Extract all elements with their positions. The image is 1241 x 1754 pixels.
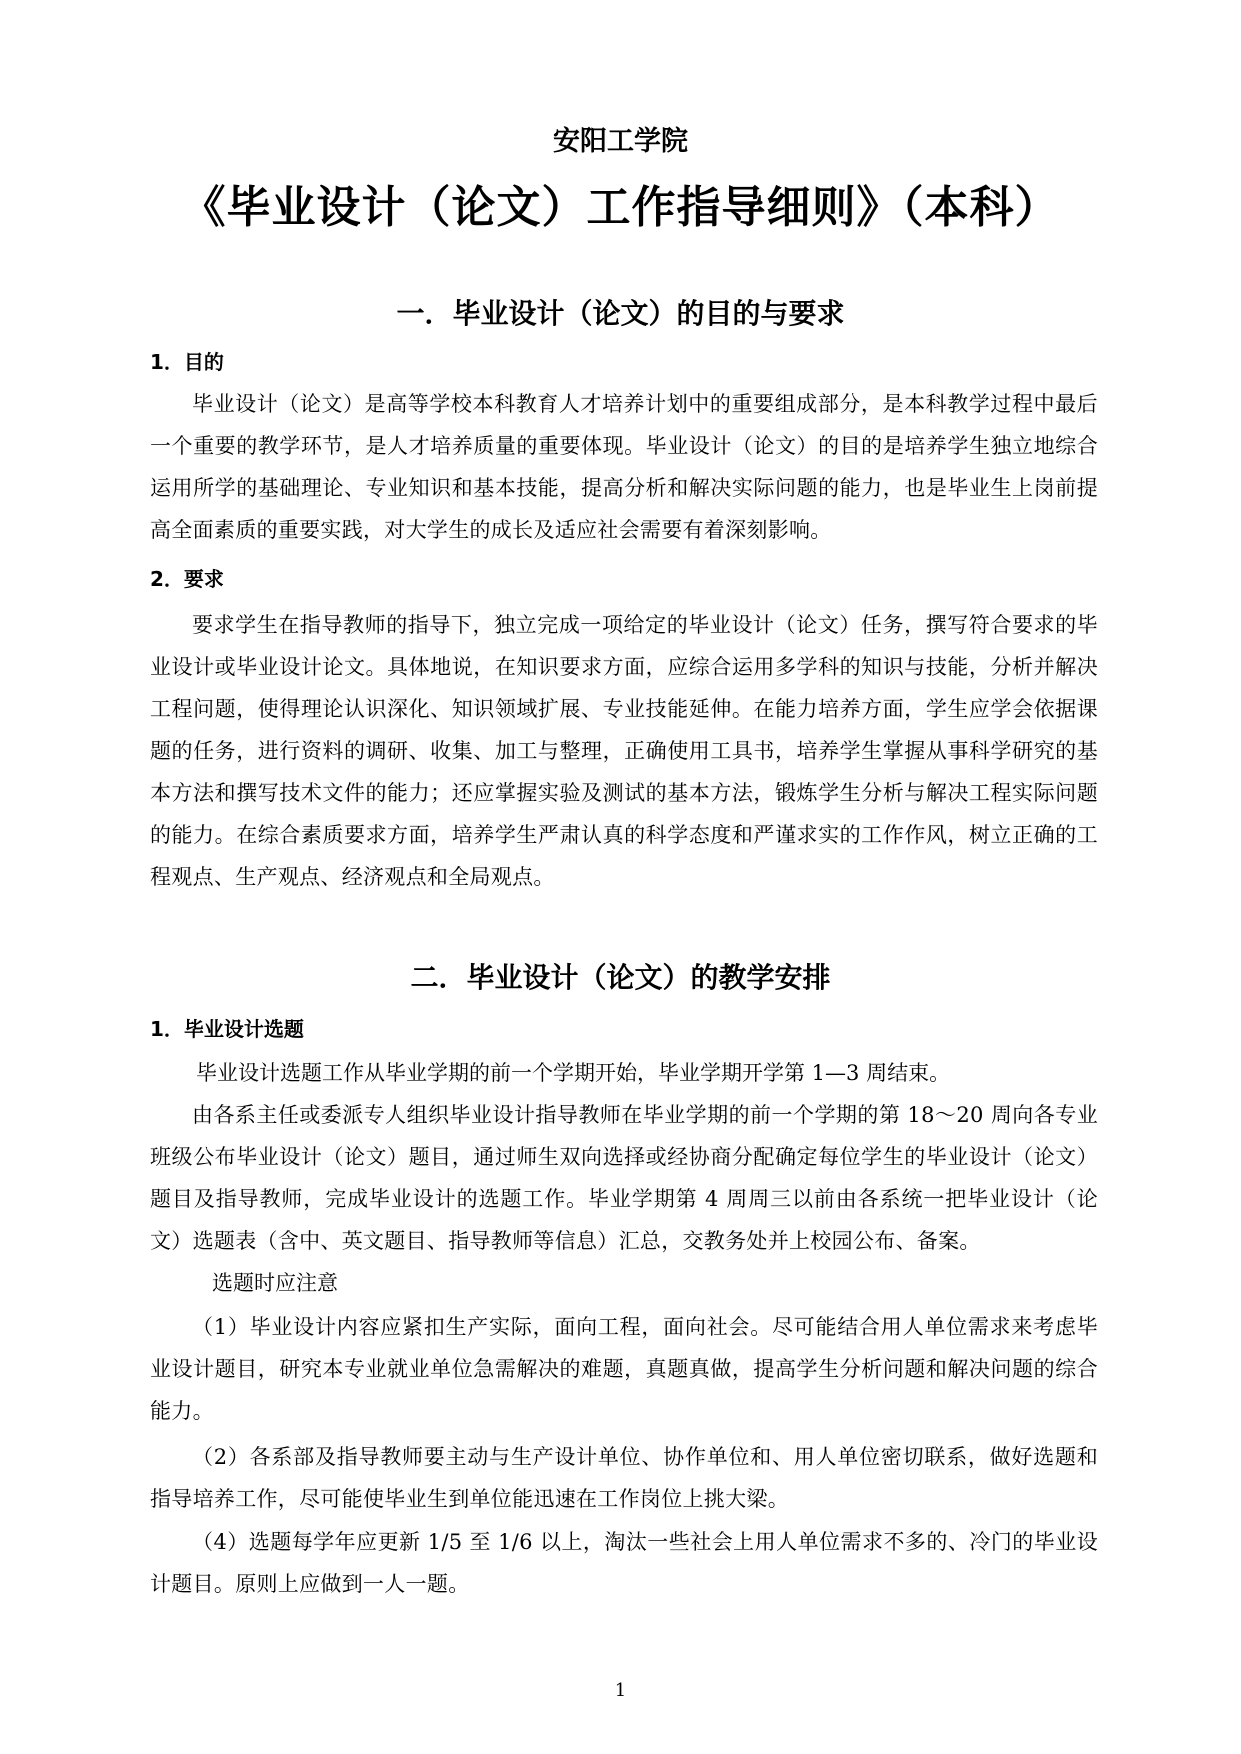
section-1-heading: 一．毕业设计（论文）的目的与要求 [396, 297, 845, 330]
page-number: 1 [614, 1680, 627, 1701]
document-title: 《毕业设计（论文）工作指导细则》（本科） [181, 182, 1060, 233]
section-2-heading: 二．毕业设计（论文）的教学安排 [410, 961, 831, 994]
section-1-item-2-title: 2．要求 [150, 567, 224, 591]
section-2-paragraph-6: （4）选题每学年应更新 1/5 至 1/6 以上，淘汰一些社会上用人单位需求不多的、冷门的毕业设计题目。原则上应做到一人一题。 [150, 1530, 1098, 1596]
section-2-paragraph-4: （1）毕业设计内容应紧扣生产实际，面向工程，面向社会。尽可能结合用人单位需求来考虑毕业设计题目，研究本专业就业单位急需解决的难题，真题真做，提高学生分析问题和解决问题的综合能力。 [150, 1315, 1098, 1423]
section-2-item-1-title: 1．毕业设计选题 [150, 1017, 304, 1041]
section-2-paragraph-1: 毕业设计选题工作从毕业学期的前一个学期开始，毕业学期开学第 1—3 周结束。 [196, 1061, 951, 1085]
section-2-paragraph-2: 由各系主任或委派专人组织毕业设计指导教师在毕业学期的前一个学期的第 18～20 周向各专业班级公布毕业设计（论文）题目，通过师生双向选择或经协商分配确定每位学生的毕业设计（论文）题目及指导教师，完成毕业设计的选题工作。毕业学期第 4 周周三以前由各系统一把毕业设计（论文）选题表（含中、英文题目、指导教师等信息）汇总，交教务处并上校园公布、备案。 [150, 1103, 1098, 1253]
section-1-item-2-text: 要求学生在指导教师的指导下，独立完成一项给定的毕业设计（论文）任务，撰写符合要求的毕业设计或毕业设计论文。具体地说，在知识要求方面，应综合运用多学科的知识与技能，分析并解决工程问题，使得理论认识深化、知识领域扩展、专业技能延伸。在能力培养方面，学生应学会依据课题的任务，进行资料的调研、收集、加工与整理，正确使用工具书，培养学生掌握从事科学研究的基本方法和撰写技术文件的能力；还应掌握实验及测试的基本方法，锻炼学生分析与解决工程实际问题的能力。在综合素质要求方面，培养学生严肃认真的科学态度和严谨求实的工作作风，树立正确的工程观点、生产观点、经济观点和全局观点。 [150, 613, 1098, 889]
institution-name: 安阳工学院 [553, 126, 688, 157]
section-1-item-1-title: 1．目的 [150, 350, 224, 374]
section-1-item-1-text: 毕业设计（论文）是高等学校本科教育人才培养计划中的重要组成部分，是本科教学过程中最后一个重要的教学环节，是人才培养质量的重要体现。毕业设计（论文）的目的是培养学生独立地综合运用所学的基础理论、专业知识和基本技能，提高分析和解决实际问题的能力，也是毕业生上岗前提高全面素质的重要实践，对大学生的成长及适应社会需要有着深刻影响。 [150, 392, 1098, 542]
section-2-paragraph-5: （2）各系部及指导教师要主动与生产设计单位、协作单位和、用人单位密切联系，做好选题和指导培养工作，尽可能使毕业生到单位能迅速在工作岗位上挑大梁。 [150, 1445, 1098, 1511]
section-2-paragraph-3: 选题时应注意 [212, 1271, 338, 1295]
